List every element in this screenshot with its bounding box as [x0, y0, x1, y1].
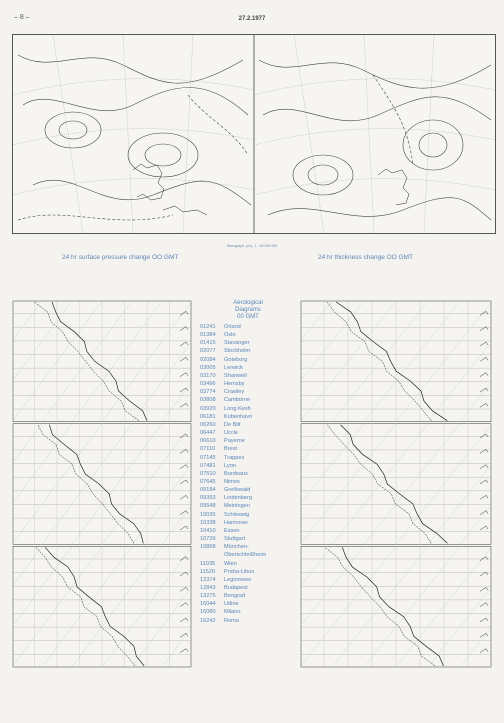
station-row [200, 592, 296, 600]
diagram-panel [300, 301, 492, 422]
station-code: 07510 [200, 470, 216, 477]
station-row [200, 339, 296, 347]
station-row [200, 388, 296, 396]
station-row [200, 617, 296, 625]
station-name: Payerne [224, 438, 245, 445]
station-name: Beograd [224, 593, 246, 600]
station-name: Crawley [224, 389, 245, 396]
station-code: 07645 [200, 478, 216, 485]
station-code: 03496 [200, 381, 216, 388]
weather-maps-figure [13, 35, 495, 233]
station-code: 03170 [200, 372, 216, 379]
station-name: Schleswig [224, 511, 250, 518]
station-row [200, 462, 296, 470]
station-name: Shanwell [224, 372, 247, 379]
station-code: 01384 [200, 332, 216, 339]
station-row [200, 356, 296, 364]
station-code: 10338 [200, 519, 216, 526]
page-number: – 8 – [14, 14, 30, 21]
station-code: 16080 [200, 609, 216, 616]
station-code: 02077 [200, 348, 216, 355]
station-name: Hemsby [224, 381, 245, 388]
station-code: 16242 [200, 617, 216, 624]
station-code: 16044 [200, 601, 216, 608]
station-row [200, 331, 296, 339]
station-name: Long Kesh [224, 405, 251, 412]
station-name: Praha-Libus [224, 568, 255, 575]
station-row [200, 494, 296, 502]
station-row [200, 364, 296, 372]
aerological-diagrams-left [12, 300, 192, 668]
diagram-panel [300, 424, 492, 545]
station-row [200, 543, 296, 551]
station-row [200, 405, 296, 413]
station-row [200, 502, 296, 510]
station-code: 06447 [200, 430, 216, 437]
diagram-panel [12, 301, 192, 422]
station-name: Trappes [224, 454, 245, 461]
left-map-caption: 24 hr surface pressure change OO GMT [62, 254, 179, 261]
station-row [200, 535, 296, 543]
station-row [200, 421, 296, 429]
station-name: Stuttgart [224, 536, 246, 543]
station-list-title [200, 300, 296, 321]
station-row [200, 396, 296, 404]
station-name: Udine [224, 601, 239, 608]
station-code: 03005 [200, 364, 216, 371]
station-rows [200, 323, 296, 625]
station-code: 11520 [200, 568, 216, 575]
station-code: 02084 [200, 356, 216, 363]
station-code: 03774 [200, 389, 216, 396]
station-row [200, 323, 296, 331]
station-name: Camborne [224, 397, 251, 404]
station-name: De Bilt [224, 421, 241, 428]
aerological-diagrams-right [300, 300, 492, 668]
station-name: Lindenberg [224, 495, 252, 502]
diagram-panel [12, 546, 192, 667]
station-code: 10410 [200, 527, 216, 534]
station-row [200, 478, 296, 486]
station-row [200, 519, 296, 527]
right-map-caption: 24 hr thickness change OO GMT [318, 254, 414, 261]
weather-maps-panel [12, 34, 496, 234]
station-row [200, 380, 296, 388]
station-code: 01415 [200, 340, 216, 347]
station-code: 09184 [200, 487, 216, 494]
station-code: 13275 [200, 593, 216, 600]
station-name: Meiningen [224, 503, 250, 510]
station-code: 12843 [200, 585, 216, 591]
station-row [200, 372, 296, 380]
station-row [200, 600, 296, 608]
station-name: Essen [224, 527, 240, 534]
station-code: 06181 [200, 413, 216, 420]
station-row [200, 437, 296, 445]
station-code: 06610 [200, 438, 216, 445]
station-name: Nimes [224, 478, 240, 485]
station-name: Orland [224, 324, 241, 330]
station-code: 03920 [200, 405, 216, 412]
station-name: Budapest [224, 585, 248, 591]
aerological-diagrams-left-figure [12, 300, 192, 668]
station-code: 09548 [200, 503, 216, 510]
station-row [200, 560, 296, 568]
station-code: 07145 [200, 454, 216, 461]
station-name: Milano [224, 609, 241, 616]
station-name: Goteborg [224, 356, 248, 363]
map-scale-note: Sterograph. proj., 1 : 60 000 000 [226, 244, 278, 248]
station-row [200, 445, 296, 453]
station-row [200, 413, 296, 421]
station-row [200, 576, 296, 584]
aerological-diagrams-right-figure [300, 300, 492, 668]
station-name: Uccle [224, 430, 238, 437]
diagram-panel [12, 424, 192, 545]
station-row [200, 568, 296, 576]
station-list-title-line-1: Aerological [233, 300, 263, 306]
station-code: 01241 [200, 324, 216, 330]
station-name: Kobenhavn [224, 413, 253, 420]
station-list-title-line-3: 00 GMT [237, 314, 259, 320]
station-row [200, 347, 296, 355]
station-name-continuation: Oberschleißheim [224, 552, 267, 559]
station-name: Roma [224, 617, 239, 624]
station-name: Bordeaux [224, 470, 248, 477]
station-row [200, 608, 296, 616]
station-row [200, 470, 296, 478]
station-list-title-line-2: Diagrams [235, 307, 261, 313]
station-name: Brest [224, 446, 238, 453]
station-code: 10035 [200, 511, 216, 518]
station-code: 06260 [200, 421, 216, 428]
station-code: 10739 [200, 536, 216, 543]
station-row [200, 454, 296, 462]
station-row [200, 527, 296, 535]
station-code: 10868 [200, 544, 216, 551]
station-name: Greifswald [224, 487, 251, 494]
station-row [200, 511, 296, 519]
station-code: 07481 [200, 462, 216, 469]
station-row [200, 486, 296, 494]
station-name: Oslo [224, 332, 236, 339]
station-name: Hannover [224, 519, 249, 526]
station-list [200, 300, 296, 625]
station-name: Lerwick [224, 364, 243, 371]
station-name: Stockholm [224, 348, 251, 355]
station-name: München- [224, 544, 249, 551]
station-code: 07110 [200, 446, 216, 453]
station-row [200, 584, 296, 592]
station-code: 03808 [200, 397, 216, 404]
station-code: 11035 [200, 560, 216, 567]
diagram-panel [300, 546, 492, 667]
station-code: 09393 [200, 495, 216, 502]
station-code: 12374 [200, 576, 216, 583]
station-name: Wien [224, 560, 237, 567]
station-name: Stavanger [224, 340, 250, 347]
station-name: Legionowo [224, 576, 252, 583]
station-name: Lyon [224, 462, 236, 469]
station-row [200, 429, 296, 437]
page-date: 27.2.1977 [238, 16, 266, 22]
